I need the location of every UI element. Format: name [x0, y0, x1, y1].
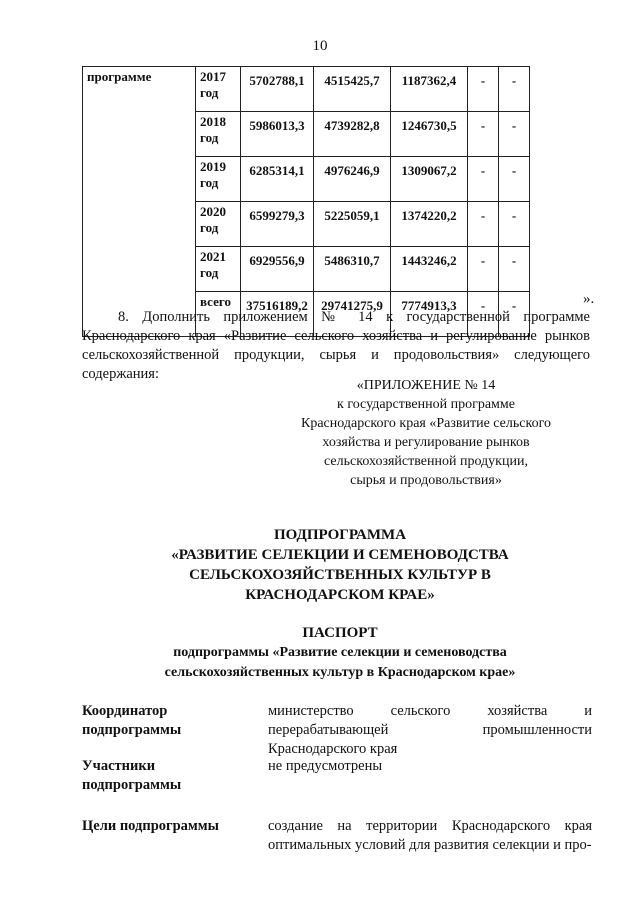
year-cell: 2017 год [196, 67, 241, 112]
closing-quote: ». [583, 291, 595, 307]
passport-subtitle-line: подпрограммы «Развитие селекции и семеноводства [173, 645, 507, 660]
passport-value: создание на территории Краснодарского края оптимальных условий для развития селекции и про- [268, 818, 592, 853]
financing-table [82, 66, 530, 337]
appendix-header [296, 376, 556, 490]
passport-title: ПАСПОРТ [302, 625, 378, 641]
year-cell: 2018 год [196, 112, 241, 157]
passport-key: Участники подпрограммы [82, 758, 182, 793]
regional-cell: 4976246,9 [314, 157, 391, 202]
federal-cell: 1374220,2 [391, 202, 468, 247]
regional-cell: 4515425,7 [314, 67, 391, 112]
passport-key: Координатор подпрограммы [82, 703, 182, 738]
subprogram-title-line: «РАЗВИТИЕ СЕЛЕКЦИИ И СЕМЕНОВОДСТВА [171, 547, 509, 563]
total-cell: 6599279,3 [241, 202, 314, 247]
federal-cell: 1246730,5 [391, 112, 468, 157]
appendix-line: хозяйства и регулирование рынков [322, 435, 530, 450]
passport-value: не предусмотрены [268, 758, 383, 774]
total-cell: 6285314,1 [241, 157, 314, 202]
dash-cell: - [468, 292, 499, 337]
regional-cell: 5225059,1 [314, 202, 391, 247]
dash-cell: - [468, 202, 499, 247]
year-cell: 2020 год [196, 202, 241, 247]
federal-cell: 1187362,4 [391, 67, 468, 112]
appendix-line: к государственной программе [337, 397, 515, 412]
dash-cell: - [499, 202, 530, 247]
dash-cell: - [499, 157, 530, 202]
subprogram-title-line: КРАСНОДАРСКОМ КРАЕ» [245, 587, 435, 603]
regional-cell: 4739282,8 [314, 112, 391, 157]
appendix-line: сырья и продовольствия» [350, 473, 502, 488]
passport-subtitle-line: сельскохозяйственных культур в Краснодарском крае» [164, 665, 516, 680]
dash-cell: - [499, 292, 530, 337]
appendix-line: сельскохозяйственной продукции, [324, 454, 528, 469]
page-number: 10 [312, 38, 328, 54]
subprogram-title-line: СЕЛЬСКОХОЗЯЙСТВЕННЫХ КУЛЬТУР В [189, 567, 491, 583]
subprogram-title-line: ПОДПРОГРАММА [273, 527, 407, 543]
federal-cell: 1309067,2 [391, 157, 468, 202]
dash-cell: - [499, 67, 530, 112]
paragraph-8-text: 8. Дополнить приложением № 14 к государственной программе Краснодарского края «Развитие сельского хозяйства и регулирование рынков сельскохозяйственной продукции, сырья и продовольствия» следующего содержания: [82, 309, 590, 382]
dash-cell: - [468, 67, 499, 112]
dash-cell: - [468, 247, 499, 292]
subprogram-title [100, 525, 580, 605]
paragraph-8 [82, 308, 590, 384]
dash-cell: - [499, 112, 530, 157]
passport-key: Цели подпрограммы [82, 818, 219, 834]
total-cell: 37516189,2 [241, 292, 314, 337]
dash-cell: - [468, 157, 499, 202]
appendix-line: «ПРИЛОЖЕНИЕ № 14 [356, 378, 496, 393]
dash-cell: - [468, 112, 499, 157]
total-cell: 5702788,1 [241, 67, 314, 112]
total-cell: 6929556,9 [241, 247, 314, 292]
table-row [83, 67, 530, 112]
passport-value: министерство сельского хозяйства и перерабатывающей промышленности Краснодарского края [268, 703, 592, 757]
dash-cell: - [499, 247, 530, 292]
year-cell: 2019 год [196, 157, 241, 202]
year-cell: 2021 год [196, 247, 241, 292]
regional-cell: 29741275,9 [314, 292, 391, 337]
year-cell: всего [196, 292, 241, 337]
regional-cell: 5486310,7 [314, 247, 391, 292]
federal-cell: 1443246,2 [391, 247, 468, 292]
appendix-line: Краснодарского края «Развитие сельского [301, 416, 551, 431]
table-row-label: программе [83, 67, 196, 337]
passport-subtitle [100, 643, 580, 683]
total-cell: 5986013,3 [241, 112, 314, 157]
federal-cell: 7774913,3 [391, 292, 468, 337]
